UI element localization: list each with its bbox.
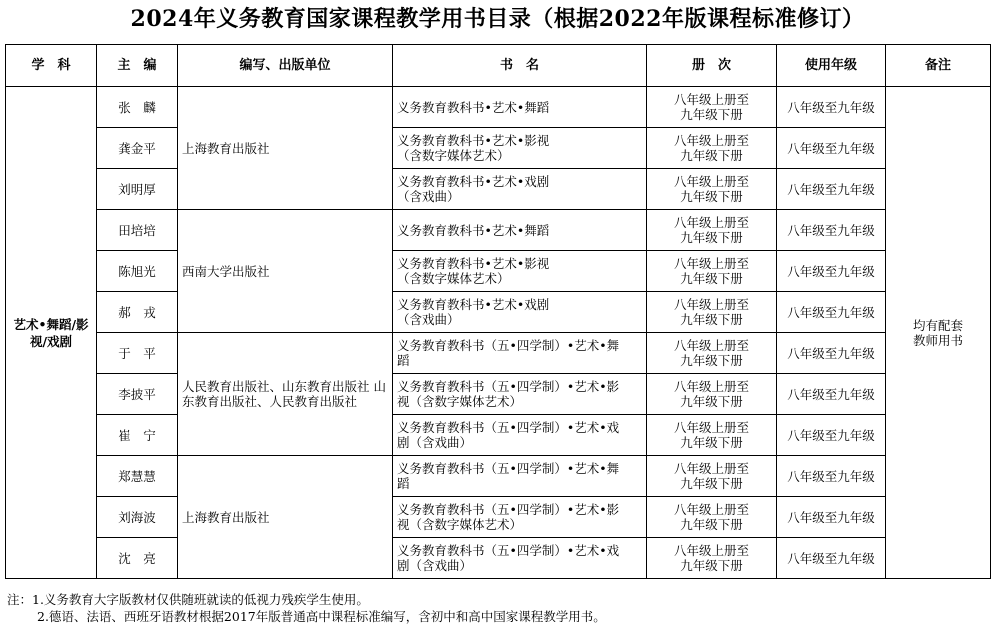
header-publisher: 编写、出版单位 [178,45,393,87]
volume-line: 八年级上册至 [673,174,749,189]
volume-line: 九年级下册 [680,230,743,245]
volume-cell [647,169,777,210]
volume-cell [647,374,777,415]
grade-cell: 八年级至九年级 [777,538,886,579]
catalog-table [5,44,991,579]
book-cell [393,169,647,210]
volume-line: 八年级上册至 [673,461,749,476]
publisher-cell [178,333,393,456]
book-line: 剧（含戏曲） [397,558,473,573]
editor-cell: 郑慧慧 [97,456,178,497]
publisher-cell: 上海教育出版社 [178,456,393,579]
publisher-cell: 西南大学出版社 [178,210,393,333]
volume-line: 八年级上册至 [673,215,749,230]
volume-line: 九年级下册 [680,353,743,368]
book-cell [393,251,647,292]
volume-line: 八年级上册至 [673,543,749,558]
grade-cell: 八年级至九年级 [777,333,886,374]
book-line: 义务教育教科书（五•四学制）•艺术•舞 [397,338,620,353]
volume-line: 八年级上册至 [673,379,749,394]
note-line-1: 注：1.义务教育大字版教材仅供随班就读的低视力残疾学生使用。 [7,592,369,607]
volume-cell [647,456,777,497]
book-cell [393,456,647,497]
remark-cell [886,87,991,579]
book-line: 义务教育教科书•艺术•戏剧 [397,297,550,312]
book-line: 视（含数字媒体艺术） [397,517,523,532]
book-line: 义务教育教科书（五•四学制）•艺术•戏 [397,543,620,558]
volume-line: 九年级下册 [680,476,743,491]
grade-cell: 八年级至九年级 [777,128,886,169]
volume-line: 八年级上册至 [673,420,749,435]
volume-line: 八年级上册至 [673,297,749,312]
volume-cell [647,292,777,333]
editor-cell: 刘海波 [97,497,178,538]
grade-cell: 八年级至九年级 [777,292,886,333]
header-book: 书 名 [393,45,647,87]
book-line: （含数字媒体艺术） [397,148,510,163]
table-row [6,292,991,333]
editor-cell: 于 平 [97,333,178,374]
book-line: 义务教育教科书•艺术•舞蹈 [397,99,550,115]
header-editor: 主 编 [97,45,178,87]
volume-line: 八年级上册至 [673,502,749,517]
book-line: 义务教育教科书（五•四学制）•艺术•戏 [397,420,620,435]
volume-cell [647,210,777,251]
volume-cell [647,251,777,292]
grade-cell: 八年级至九年级 [777,374,886,415]
book-cell [393,210,647,251]
book-line: 蹈 [397,476,410,491]
volume-line: 九年级下册 [680,312,743,327]
book-cell [393,333,647,374]
table-row [6,128,991,169]
table-row [6,169,991,210]
volume-cell [647,497,777,538]
editor-cell: 陈旭光 [97,251,178,292]
book-cell [393,497,647,538]
volume-line: 九年级下册 [680,394,743,409]
table-row [6,333,991,374]
volume-line: 八年级上册至 [673,338,749,353]
volume-line: 八年级上册至 [673,256,749,271]
volume-cell [647,415,777,456]
book-cell [393,415,647,456]
volume-cell [647,538,777,579]
table-row [6,374,991,415]
volume-line: 九年级下册 [680,189,743,204]
subject-cell: 艺术•舞蹈/影视/戏剧 [6,87,97,579]
publisher-text: 人民教育出版社、山东教育出版社 山东教育出版社、人民教育出版社 [182,379,386,409]
book-line: 义务教育教科书•艺术•戏剧 [397,174,550,189]
volume-cell [647,333,777,374]
book-line: 蹈 [397,353,410,368]
volume-cell [647,128,777,169]
table-row [6,210,991,251]
book-line: 义务教育教科书•艺术•影视 [397,133,550,148]
book-cell [393,128,647,169]
grade-cell: 八年级至九年级 [777,456,886,497]
editor-cell: 沈 亮 [97,538,178,579]
table-row [6,456,991,497]
book-line: 义务教育教科书（五•四学制）•艺术•影 [397,379,620,394]
book-cell [393,538,647,579]
grade-cell: 八年级至九年级 [777,87,886,128]
grade-cell: 八年级至九年级 [777,497,886,538]
remark-text: 均有配套教师用书 [912,317,963,348]
book-line: 义务教育教科书（五•四学制）•艺术•舞 [397,461,620,476]
book-line: 义务教育教科书（五•四学制）•艺术•影 [397,502,620,517]
book-line: 义务教育教科书•艺术•影视 [397,256,550,271]
header-subject: 学 科 [6,45,97,87]
volume-cell [647,87,777,128]
header-remark: 备注 [886,45,991,87]
table-row [6,415,991,456]
book-cell [393,292,647,333]
notes [7,591,987,625]
volume-line: 八年级上册至 [673,133,749,148]
publisher-cell: 上海教育出版社 [178,87,393,210]
book-line: （含戏曲） [397,312,460,327]
table-row [6,538,991,579]
editor-cell: 张 麟 [97,87,178,128]
book-line: 视（含数字媒体艺术） [397,394,523,409]
book-line: 义务教育教科书•艺术•舞蹈 [397,222,550,238]
volume-line: 八年级上册至 [673,92,749,107]
header-row [6,45,991,87]
book-cell [393,87,647,128]
grade-cell: 八年级至九年级 [777,210,886,251]
note-line-2: 2.德语、法语、西班牙语教材根据2017年版普通高中课程标准编写，含初中和高中国家课程教学用书。 [37,609,606,624]
book-line: （含数字媒体艺术） [397,271,510,286]
volume-line: 九年级下册 [680,271,743,286]
editor-cell: 郝 戎 [97,292,178,333]
editor-cell: 李披平 [97,374,178,415]
book-line: （含戏曲） [397,189,460,204]
table-row [6,251,991,292]
editor-cell: 龚金平 [97,128,178,169]
volume-line: 九年级下册 [680,148,743,163]
header-volume: 册 次 [647,45,777,87]
volume-line: 九年级下册 [680,558,743,573]
grade-cell: 八年级至九年级 [777,251,886,292]
volume-line: 九年级下册 [680,107,743,122]
editor-cell: 田培培 [97,210,178,251]
volume-line: 九年级下册 [680,435,743,450]
header-grade: 使用年级 [777,45,886,87]
table-row [6,497,991,538]
grade-cell: 八年级至九年级 [777,169,886,210]
volume-line: 九年级下册 [680,517,743,532]
book-cell [393,374,647,415]
editor-cell: 刘明厚 [97,169,178,210]
table-row [6,87,991,128]
book-line: 剧（含戏曲） [397,435,473,450]
page-title: 2024年义务教育国家课程教学用书目录（根据2022年版课程标准修订） [130,6,865,32]
editor-cell: 崔 宁 [97,415,178,456]
grade-cell: 八年级至九年级 [777,415,886,456]
